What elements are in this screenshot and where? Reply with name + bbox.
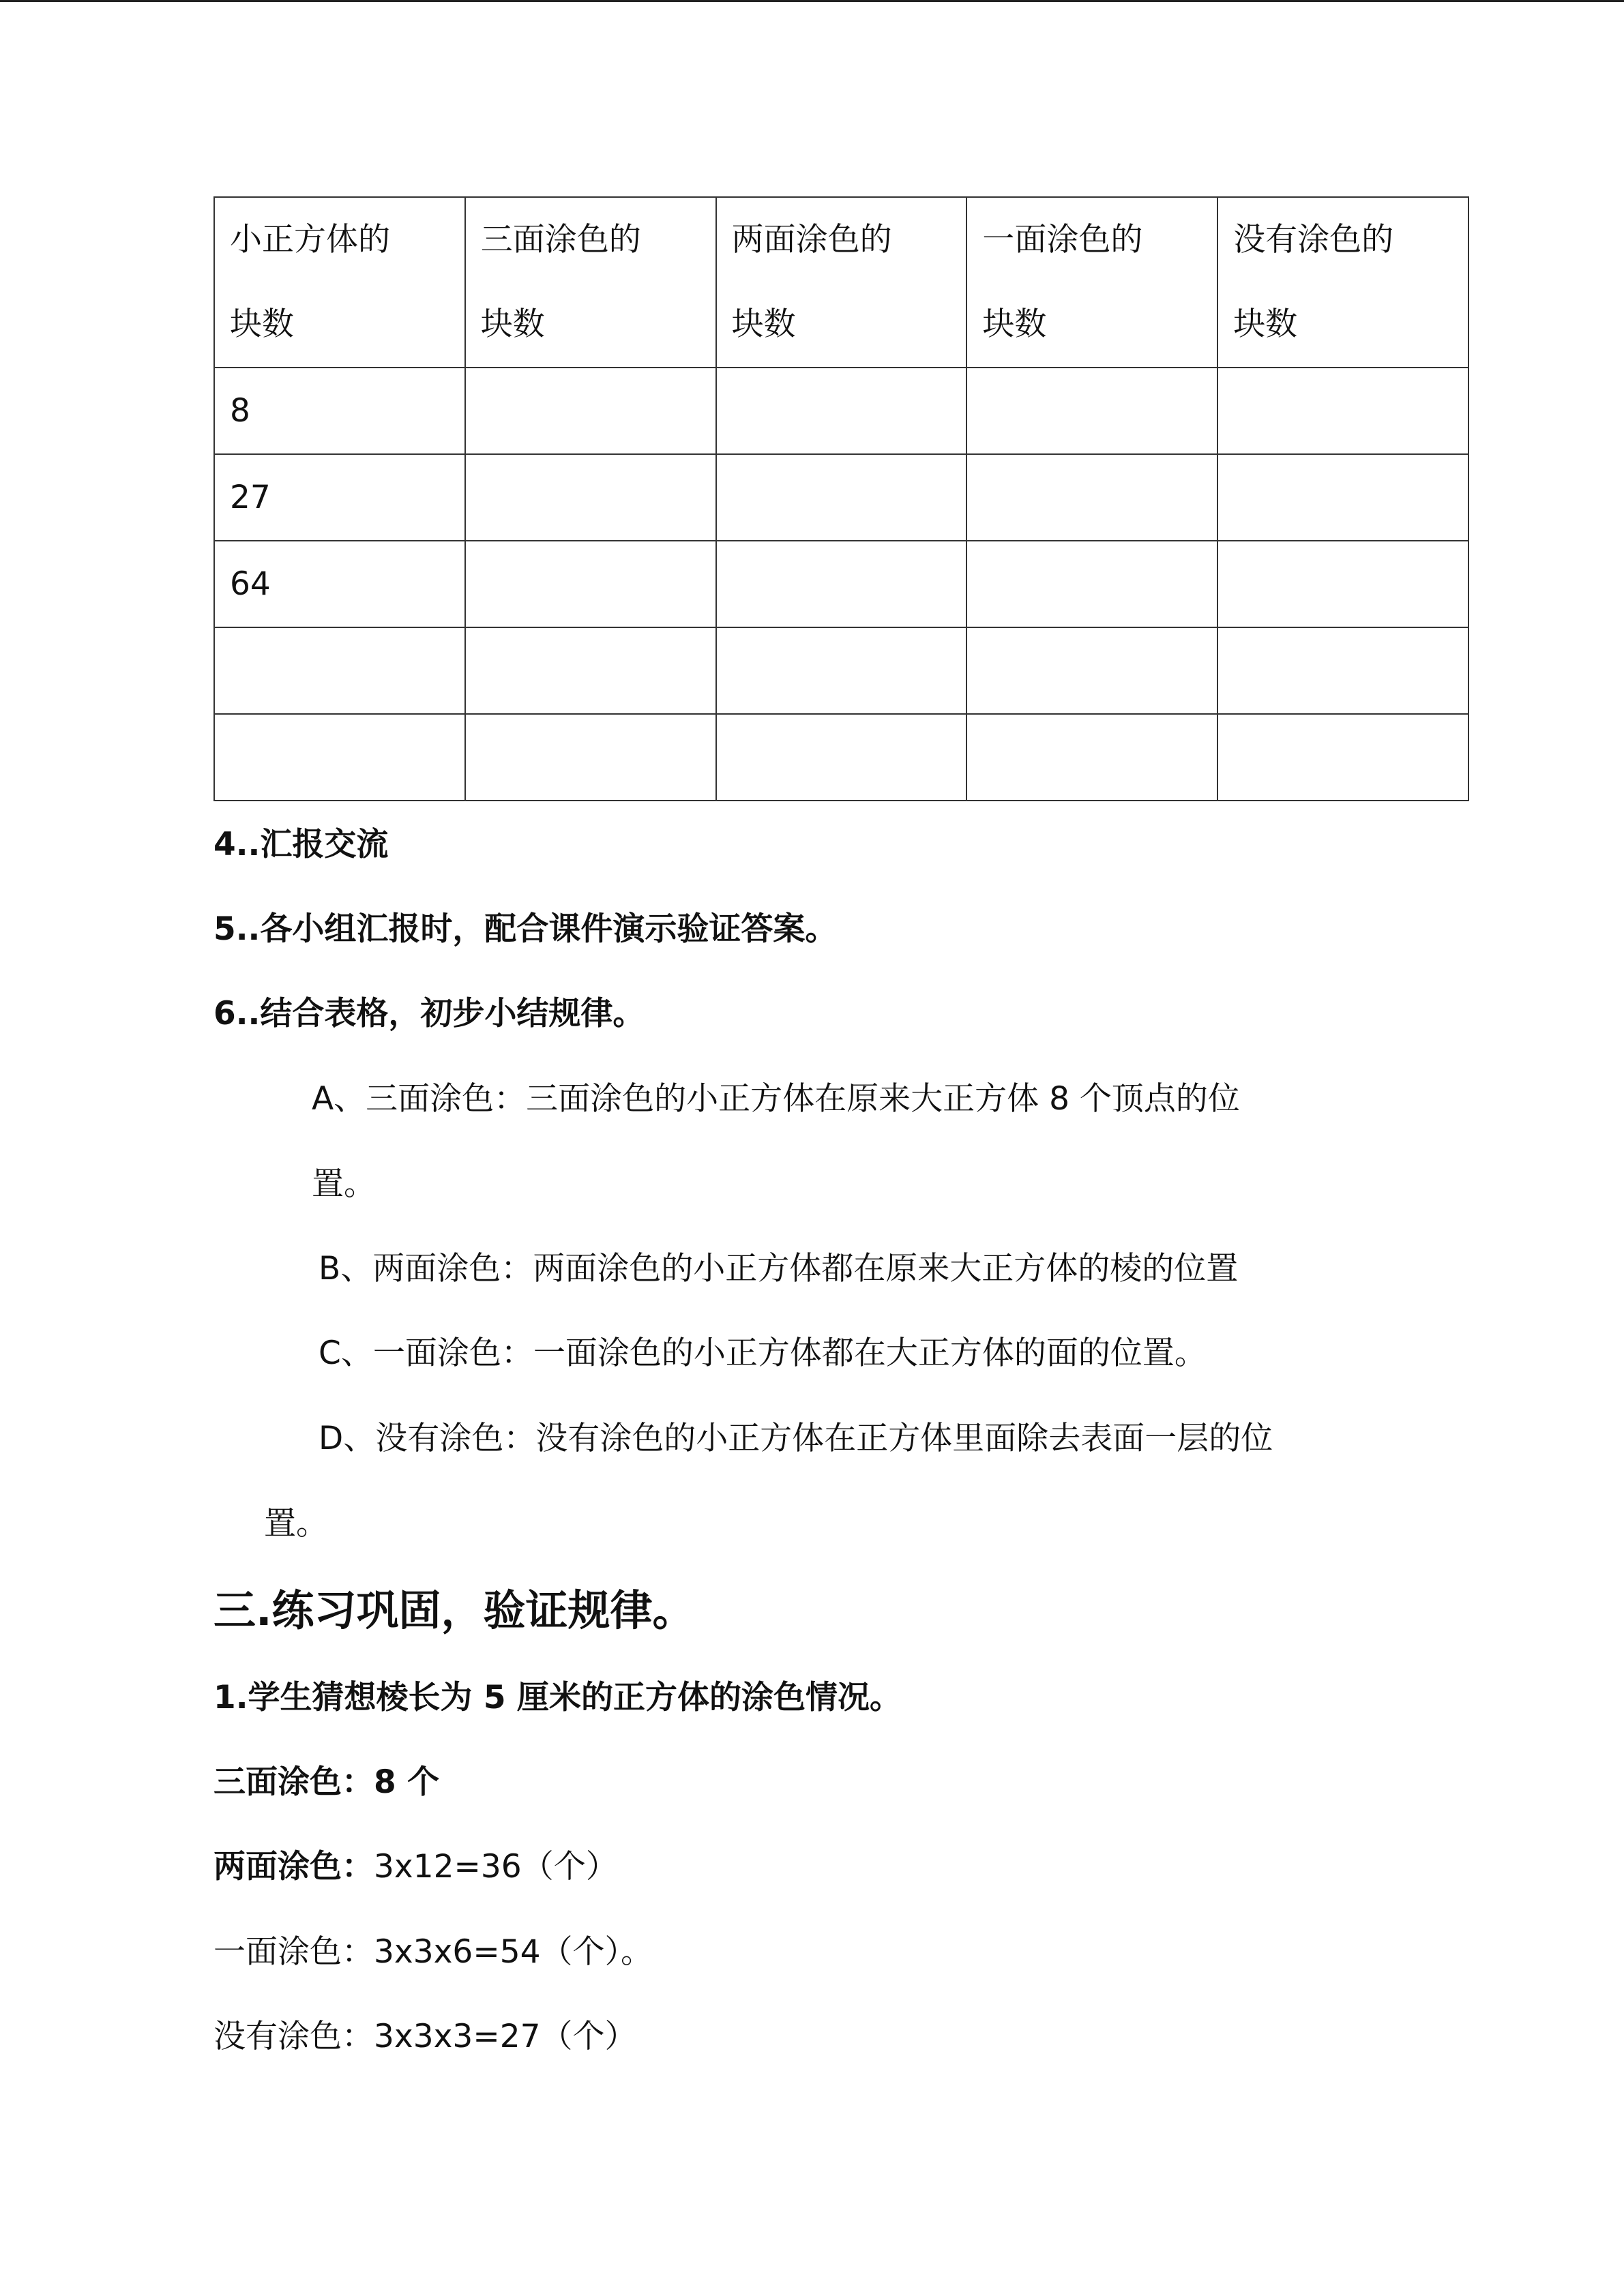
one-face-line: 一面涂色：3x3x6=54（个）。 (213, 1933, 653, 1971)
table-cell (465, 368, 716, 454)
rule-d-line-2: 置。 (264, 1505, 328, 1542)
table-cell (465, 454, 716, 541)
table-cell (966, 368, 1217, 454)
header-text: 块数 (982, 305, 1047, 343)
three-face-line (213, 1762, 439, 1803)
header-cell-total (214, 197, 465, 368)
table-header-row (214, 197, 1468, 368)
table-cell (716, 627, 967, 714)
three-face-label: 三面涂色： (213, 1763, 374, 1801)
table-row (214, 541, 1468, 627)
step-4-report: 4..汇报交流 (213, 826, 389, 863)
table-cell (465, 627, 716, 714)
header-text: 没有涂色的 (1233, 221, 1394, 258)
rule-a-line-1: A、三面涂色：三面涂色的小正方体在原来大正方体 8 个顶点的位 (312, 1080, 1240, 1118)
three-face-value: 8 个 (374, 1763, 440, 1801)
step-5-group-report: 5..各小组汇报时，配合课件演示验证答案。 (213, 910, 838, 948)
header-text: 一面涂色的 (982, 221, 1143, 258)
table-cell (214, 627, 465, 714)
table-cell: 8 (214, 368, 465, 454)
step-6-summary: 6..结合表格，初步小结规律。 (213, 995, 645, 1032)
header-text: 块数 (480, 305, 545, 343)
table-cell (716, 454, 967, 541)
table-cell (1217, 368, 1468, 454)
rule-a-line-2: 置。 (312, 1165, 376, 1203)
header-cell-three-face (465, 197, 716, 368)
rule-b: B、两面涂色：两面涂色的小正方体都在原来大正方体的棱的位置 (319, 1250, 1239, 1287)
rule-c: C、一面涂色：一面涂色的小正方体都在大正方体的面的位置。 (319, 1335, 1207, 1372)
table-row (214, 454, 1468, 541)
two-face-line (213, 1847, 618, 1888)
header-cell-one-face (966, 197, 1217, 368)
table-cell (465, 541, 716, 627)
table-cell (1217, 714, 1468, 801)
rule-d-line-1: D、没有涂色：没有涂色的小正方体在正方体里面除去表面一层的位 (319, 1420, 1273, 1457)
header-text: 小正方体的 (230, 221, 390, 258)
table-cell (1217, 627, 1468, 714)
table-cell (1217, 454, 1468, 541)
table-cell (966, 714, 1217, 801)
two-face-label: 两面涂色： (213, 1848, 374, 1885)
section-3-title: 三.练习巩固，验证规律。 (213, 1585, 695, 1635)
header-text: 两面涂色的 (731, 221, 892, 258)
table-cell: 64 (214, 541, 465, 627)
header-text: 块数 (731, 305, 796, 343)
table-row (214, 627, 1468, 714)
table-cell (716, 541, 967, 627)
cube-count-table (213, 196, 1469, 801)
table-cell (465, 714, 716, 801)
table-cell (214, 714, 465, 801)
table-row (214, 714, 1468, 801)
table-row (214, 368, 1468, 454)
two-face-value: 3x12=36（个） (374, 1848, 618, 1885)
header-cell-two-face (716, 197, 967, 368)
header-text: 块数 (1233, 305, 1298, 343)
question-1: 1.学生猜想棱长为 5 厘米的正方体的涂色情况。 (213, 1679, 902, 1716)
table-cell (966, 541, 1217, 627)
table-cell (966, 627, 1217, 714)
header-text: 块数 (230, 305, 294, 343)
no-face-line: 没有涂色：3x3x3=27（个） (213, 2018, 637, 2055)
table-cell (716, 368, 967, 454)
table-cell: 27 (214, 454, 465, 541)
table-cell (716, 714, 967, 801)
header-cell-no-face (1217, 197, 1468, 368)
table-cell (1217, 541, 1468, 627)
table-cell (966, 454, 1217, 541)
header-text: 三面涂色的 (480, 221, 641, 258)
